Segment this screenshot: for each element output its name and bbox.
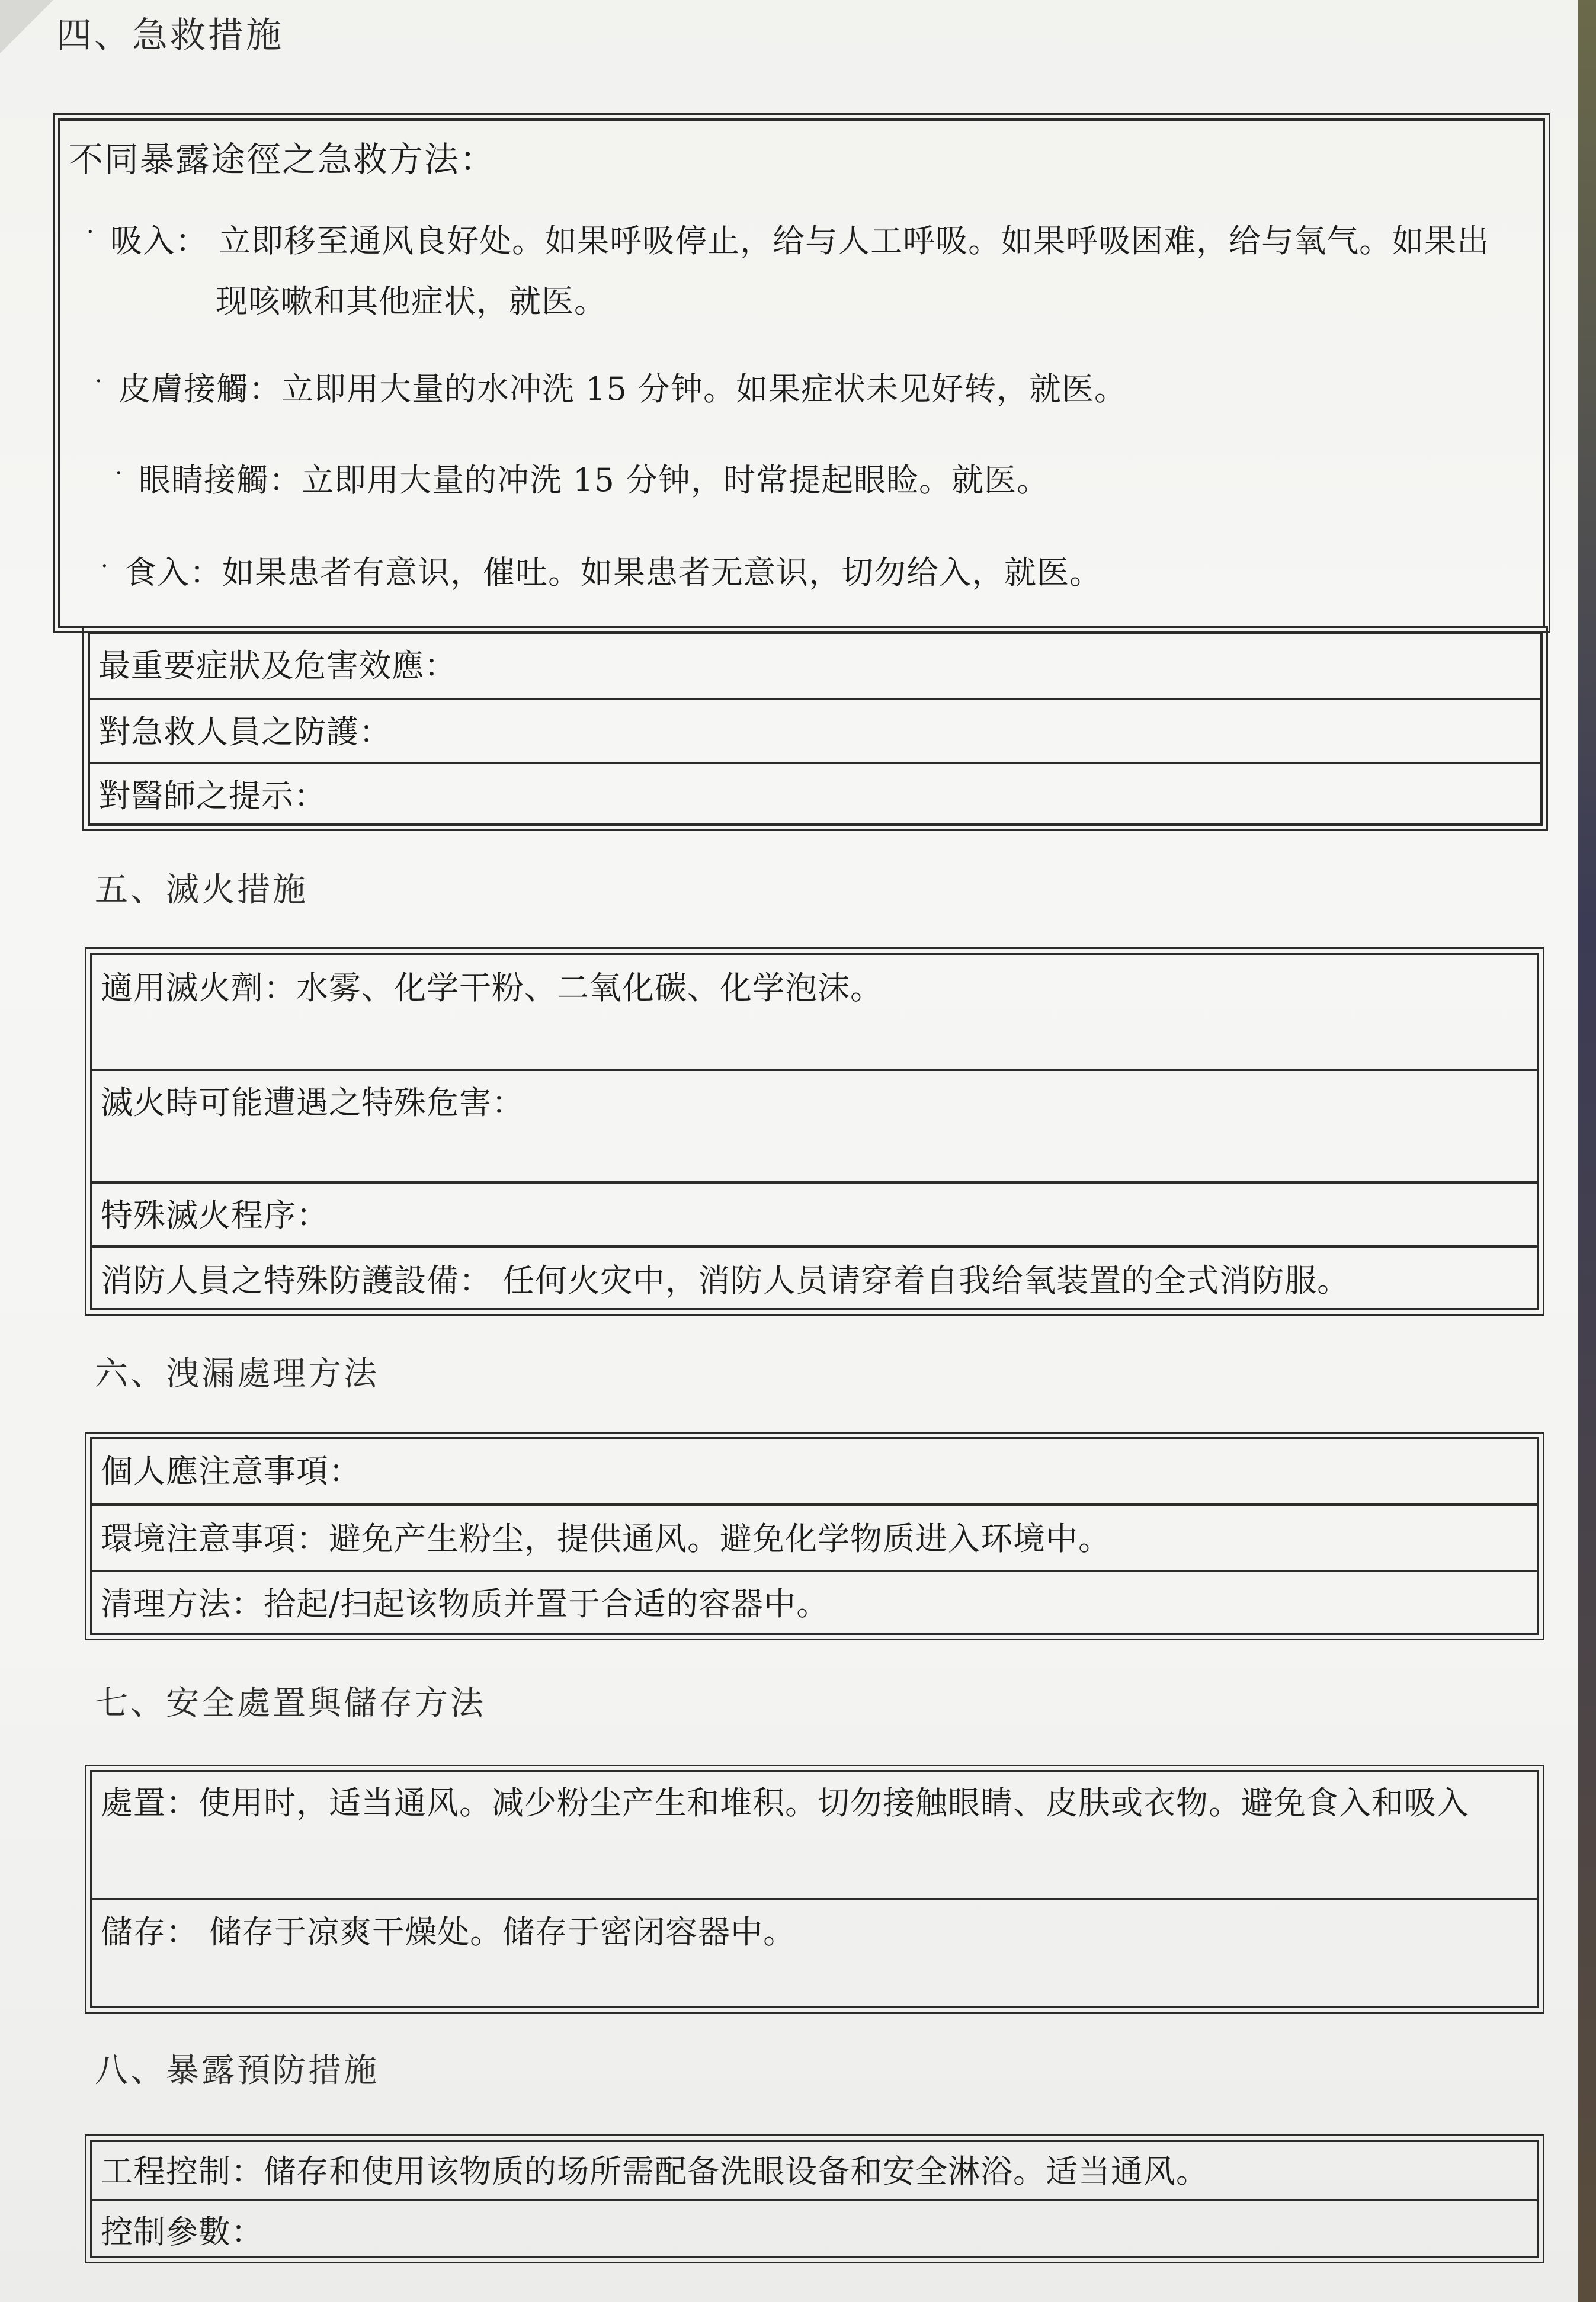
section-4-first-aid-box bbox=[58, 118, 1545, 628]
cleanup-method: 清理方法：拾起/扫起该物质并置于合适的容器中。 bbox=[101, 1585, 829, 1623]
section-4-heading: 四、急救措施 bbox=[56, 15, 284, 56]
section-5-heading: 五、滅火措施 bbox=[95, 871, 308, 909]
engineering-controls: 工程控制：储存和使用该物质的场所需配备洗眼设备和安全淋浴。适当通风。 bbox=[101, 2153, 1209, 2190]
first-aid-inhale-continued: 现咳嗽和其他症状，就医。 bbox=[216, 283, 607, 320]
row-cleanup bbox=[92, 1570, 1537, 1635]
section-7-heading: 七、安全處置與儲存方法 bbox=[95, 1684, 486, 1723]
bullet-eye: · bbox=[115, 460, 123, 487]
row-equipment bbox=[92, 1245, 1537, 1310]
firefighter-equipment: 消防人員之特殊防護設備： 任何火灾中，消防人员请穿着自我给氧装置的全式消防服。 bbox=[101, 1262, 1350, 1299]
row-doctor bbox=[90, 762, 1540, 826]
row-handling bbox=[92, 1772, 1537, 1898]
row-procedure bbox=[92, 1181, 1537, 1245]
bullet-skin: · bbox=[95, 368, 102, 395]
section-4-notes-box bbox=[88, 631, 1543, 826]
row-engineering bbox=[92, 2142, 1537, 2199]
bullet-inhale: · bbox=[86, 219, 94, 246]
row-personal bbox=[92, 1439, 1537, 1503]
special-fire-procedure: 特殊滅火程序： bbox=[101, 1197, 329, 1234]
section-5-fire-box bbox=[90, 953, 1539, 1310]
doctor-note-label: 對醫師之提示： bbox=[98, 777, 326, 815]
row-agents bbox=[92, 955, 1537, 1069]
first-aid-eye: 眼睛接觸：立即用大量的冲洗 15 分钟，时常提起眼睑。就医。 bbox=[139, 461, 1050, 499]
personal-precautions: 個人應注意事項： bbox=[101, 1453, 361, 1490]
section-6-spill-box bbox=[90, 1437, 1539, 1635]
section-8-heading: 八、暴露預防措施 bbox=[95, 2051, 379, 2090]
row-hazards bbox=[92, 1069, 1537, 1181]
special-fire-hazards: 滅火時可能遭遇之特殊危害： bbox=[101, 1084, 524, 1121]
background-edge bbox=[1578, 0, 1596, 2302]
environmental-precautions: 環境注意事項：避免产生粉尘，提供通风。避免化学物质进入环境中。 bbox=[101, 1520, 1111, 1557]
storage-text: 儲存： 储存于凉爽干燥处。储存于密闭容器中。 bbox=[101, 1913, 796, 1951]
row-symptoms bbox=[90, 634, 1540, 697]
row-parameters bbox=[92, 2199, 1537, 2258]
first-aid-methods-title: 不同暴露途徑之急救方法： bbox=[69, 139, 496, 179]
row-environment bbox=[92, 1503, 1537, 1570]
first-aid-ingest: 食入：如果患者有意识，催吐。如果患者无意识，切勿给入，就医。 bbox=[124, 554, 1102, 591]
section-8-exposure-box bbox=[90, 2140, 1539, 2258]
first-aid-inhale: 吸入： 立即移至通风良好处。如果呼吸停止，给与人工呼吸。如果呼吸困难，给与氧气。如果出 bbox=[110, 222, 1490, 259]
section-7-handling-box bbox=[90, 1770, 1539, 2008]
handling-text: 處置：使用时，适当通风。减少粉尘产生和堆积。切勿接触眼睛、皮肤或衣物。避免食入和吸入 bbox=[101, 1784, 1469, 1822]
first-aid-skin: 皮膚接觸：立即用大量的水冲洗 15 分钟。如果症状未见好转，就医。 bbox=[118, 370, 1127, 408]
extinguishing-agents: 適用滅火劑：水雾、化学干粉、二氧化碳、化学泡沫。 bbox=[101, 969, 883, 1006]
page-corner-fold bbox=[0, 0, 53, 53]
symptoms-label: 最重要症狀及危害效應： bbox=[98, 647, 457, 684]
row-storage bbox=[92, 1898, 1537, 2008]
row-rescuer bbox=[90, 698, 1540, 762]
section-6-heading: 六、洩漏處理方法 bbox=[95, 1355, 379, 1393]
bullet-ingest: · bbox=[101, 553, 108, 580]
rescuer-protection-label: 對急救人員之防護： bbox=[98, 713, 392, 751]
control-parameters: 控制參數： bbox=[101, 2213, 264, 2250]
